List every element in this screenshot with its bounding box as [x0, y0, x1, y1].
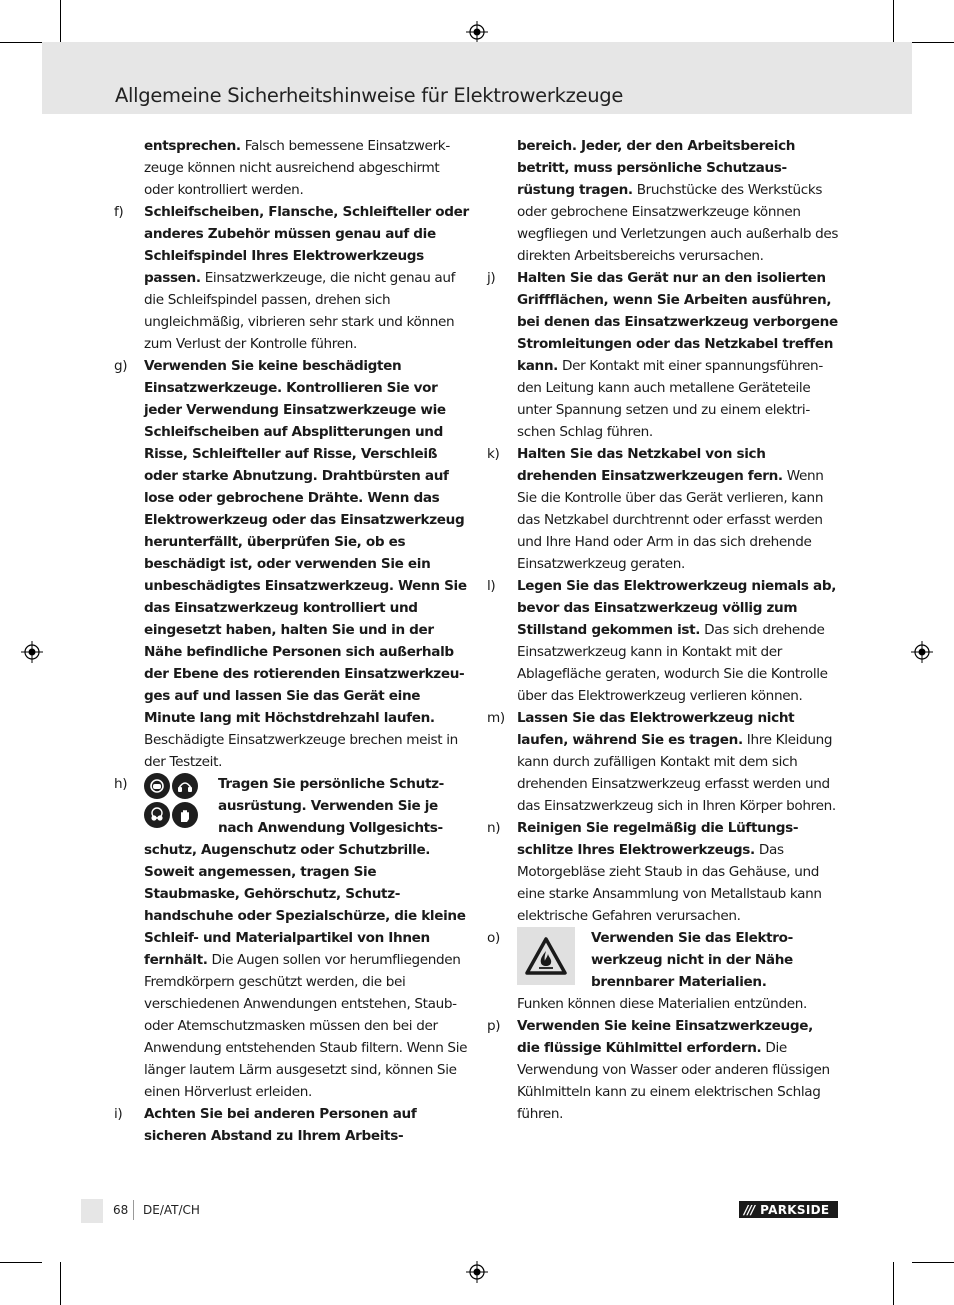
- bold-text: Halten Sie das Netzkabel von sich drehenden Einsatzwerkzeugen fern.: [517, 446, 783, 484]
- bold-text: Verwenden Sie das Elektrowerkzeug nicht in der Nähe brennbarer Materialien.: [591, 930, 794, 990]
- registration-mark-icon: [911, 641, 933, 663]
- list-label: j): [487, 270, 496, 286]
- list-label: m): [487, 710, 505, 726]
- crop-mark: [893, 1262, 894, 1305]
- parkside-logo: [739, 1201, 838, 1218]
- body-text: Einsatzwerkzeuge, die nicht genau auf die Schleifspindel passen, drehen sich ungleichmäßig, vibrieren sehr stark und können zum Verlust der Kontrolle führen.: [144, 270, 456, 352]
- safety-goggles-icon: [144, 802, 170, 828]
- bold-text: Verwenden Sie keine Einsatzwerkzeuge, die flüssige Kühlmittel erfordern.: [517, 1018, 813, 1056]
- crop-mark: [60, 1262, 61, 1305]
- registration-mark-icon: [21, 641, 43, 663]
- body-text: Funken können diese Materialien entzünden.: [517, 996, 807, 1012]
- list-item-p: [487, 1015, 839, 1125]
- list-label: k): [487, 446, 500, 462]
- body-text: Die Augen sollen vor herumfliegenden Fremdkörpern geschützt werden, die bei verschiedenen Anwendungen entstehen, Staub- oder Atemschutzmasken müssen den bei der Anwendung entstehenden Staub filtern. Wenn Sie länger lautem Lärm ausgesetzt sind, können Sie einen Hörverlust erleiden.: [144, 952, 468, 1100]
- list-item-k: [487, 443, 839, 575]
- list-item-l: [487, 575, 839, 707]
- bold-text: Lassen Sie das Elektrowerkzeug nicht laufen, während Sie es tragen.: [517, 710, 795, 748]
- bold-text: Reinigen Sie regelmäßig die Lüftungsschlitze Ihres Elektrowerkzeugs.: [517, 820, 799, 858]
- bold-text: Tragen Sie persönliche Schutzausrüstung. Verwenden Sie je nach Anwendung Vollgesichtsschutz, Augenschutz oder Schutzbrille. Soweit angemessen, tragen Sie Staubmaske, Gehörschutz, Schutzhandschuhe oder Spezialschürze, die kleine Schleif- und Materialpartikel von Ihnen fernhält.: [144, 776, 466, 968]
- list-label: p): [487, 1018, 501, 1034]
- registration-mark-icon: [466, 21, 488, 43]
- crop-mark: [60, 0, 61, 42]
- body-text: Bruchstücke des Werkstücks oder gebrochene Einsatzwerkzeuge können wegfliegen und Verletzungen auch außerhalb des direkten Arbeitsbereichs verursachen.: [517, 182, 839, 264]
- bold-text: Achten Sie bei anderen Personen auf sicheren Abstand zu Ihrem Arbeits-: [144, 1106, 417, 1144]
- body-text: Ihre Kleidung kann durch zufälligen Kontakt mit dem sich drehenden Einsatzwerkzeug erfasst werden und das Einsatzwerkzeug sich in Ihren Körper bohren.: [517, 732, 836, 814]
- list-item-j: [487, 267, 839, 443]
- bold-text: bereich. Jeder, der den Arbeitsbereich betritt, muss persönliche Schutzausrüstung tragen.: [517, 138, 796, 198]
- ear-protection-icon: [172, 773, 198, 799]
- face-shield-icon: [144, 773, 170, 799]
- right-column: [487, 135, 839, 1125]
- crop-mark: [912, 1262, 954, 1263]
- list-item-f: [114, 201, 470, 355]
- gloves-icon: [172, 802, 198, 828]
- body-text: Das Motorgebläse zieht Staub in das Gehäuse, und eine starke Ansammlung von Metallstaub kann elektrische Gefahren verursachen.: [517, 842, 822, 924]
- list-label: g): [114, 358, 128, 374]
- list-item-m: [487, 707, 839, 817]
- list-label: l): [487, 578, 496, 594]
- footer-divider: [133, 1200, 134, 1220]
- list-item-n: [487, 817, 839, 927]
- paragraph-continued: [144, 135, 470, 201]
- body-text: Der Kontakt mit einer spannungsführenden Leitung kann auch metallene Geräteteile unter Spannung setzen und zu einem elektrischen Schlag führen.: [517, 358, 824, 440]
- list-item-i: [114, 1103, 470, 1147]
- list-label: h): [114, 776, 128, 792]
- flammable-warning-icon: [517, 927, 575, 985]
- list-label: f): [114, 204, 124, 220]
- crop-mark: [0, 1262, 42, 1263]
- body-text: Die Verwendung von Wasser oder anderen flüssigen Kühlmitteln kann zu einem elektrischen Schlag führen.: [517, 1040, 830, 1122]
- list-item-g: [114, 355, 470, 773]
- crop-mark: [893, 0, 894, 42]
- logo-slashes: ///: [744, 1202, 755, 1217]
- paragraph-continued: [517, 135, 839, 267]
- list-item-h: [114, 773, 470, 1103]
- body-text: Beschädigte Einsatzwerkzeuge brechen meist in der Testzeit.: [144, 732, 458, 770]
- body-text: Falsch bemessene Einsatzwerkzeuge können nicht ausreichend abgeschirmt oder kontrolliert werden.: [144, 138, 451, 198]
- list-label: o): [487, 930, 500, 946]
- body-text: Das sich drehende Einsatzwerkzeug kann in Kontakt mit der Ablagefläche geraten, wodurch Sie die Kontrolle über das Elektrowerkzeug verlieren können.: [517, 622, 828, 704]
- page-title: Allgemeine Sicherheitshinweise für Elektrowerkzeuge: [115, 84, 624, 107]
- bold-text: entsprechen.: [144, 138, 241, 154]
- registration-mark-icon: [466, 1261, 488, 1283]
- bold-text: Halten Sie das Gerät nur an den isolierten Griffflächen, wenn Sie Arbeiten ausführen, bei denen das Einsatzwerkzeug verborgene Stromleitungen oder das Netzkabel treffen kann.: [517, 270, 838, 374]
- body-text: Wenn Sie die Kontrolle über das Gerät verlieren, kann das Netzkabel durchtrennt oder erfasst werden und Ihre Hand oder Arm in das sich drehende Einsatzwerkzeug geraten.: [517, 468, 824, 572]
- crop-mark: [912, 42, 954, 43]
- language-code: DE/AT/CH: [143, 1203, 200, 1217]
- page-number: 68: [113, 1203, 129, 1217]
- footer-page-box: [81, 1199, 103, 1223]
- bold-text: Verwenden Sie keine beschädigten Einsatzwerkzeuge. Kontrollieren Sie vor jeder Verwendung Einsatzwerkzeuge wie Schleifscheiben auf Absplitterungen und Risse, Schleifteller auf Risse, Verschleiß oder starke Abnutzung. Drahtbürsten auf lose oder gebrochene Drähte. Wenn das Elektrowerkzeug oder das Einsatzwerkzeug herunterfällt, überprüfen Sie, ob es beschädigt ist, oder verwenden Sie ein unbeschädigtes Einsatzwerkzeug. Wenn Sie das Einsatzwerkzeug kontrolliert und eingesetzt haben, halten Sie und in der Nähe befindliche Personen sich außerhalb der Ebene des rotierenden Einsatzwerkzeuges auf und lassen Sie das Gerät eine Minute lang mit Höchstdrehzahl laufen.: [144, 358, 467, 726]
- list-item-o: [487, 927, 839, 1015]
- list-label: i): [114, 1106, 123, 1122]
- crop-mark: [0, 42, 42, 43]
- list-label: n): [487, 820, 501, 836]
- ppe-icons: [144, 773, 200, 829]
- bold-text: Legen Sie das Elektrowerkzeug niemals ab, bevor das Einsatzwerkzeug völlig zum Stillstand gekommen ist.: [517, 578, 837, 638]
- left-column: [114, 135, 470, 1147]
- bold-text: Schleifscheiben, Flansche, Schleifteller oder anderes Zubehör müssen genau auf die Schleifspindel Ihres Elektrowerkzeugs passen.: [144, 204, 469, 286]
- logo-text: PARKSIDE: [760, 1202, 830, 1217]
